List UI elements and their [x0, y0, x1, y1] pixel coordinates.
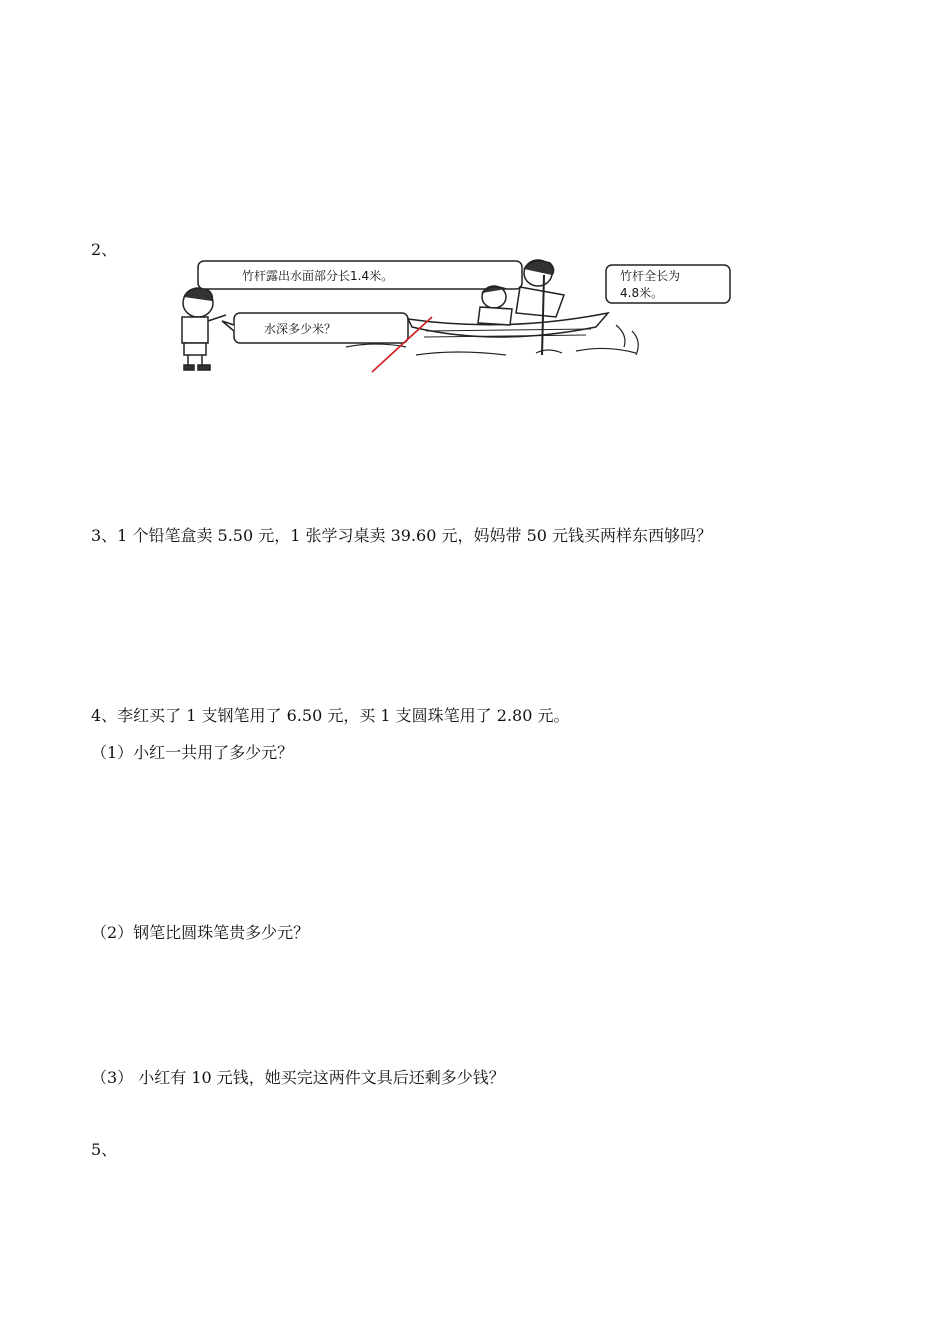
- bubble-right-line2: 4.8米。: [620, 286, 664, 300]
- question-2-number: 2、: [91, 240, 118, 259]
- question-4: 4、李红买了 1 支钢笔用了 6.50 元，买 1 支圆珠笔用了 2.80 元。: [91, 706, 570, 725]
- bubble-bottom-text: 水深多少米？: [264, 322, 337, 336]
- speech-bubble-top: [198, 261, 522, 289]
- boy-figure-left: [182, 288, 226, 370]
- question-5-number: 5、: [91, 1140, 118, 1159]
- speech-bubble-bottom: [222, 313, 408, 343]
- question-4-part-1: （1）小红一共用了多少元？: [91, 743, 294, 762]
- speech-bubble-right: [606, 265, 730, 303]
- boat-illustration: [176, 255, 681, 372]
- question-3: 3、1 个铅笔盒卖 5.50 元，1 张学习桌卖 39.60 元，妈妈带 50 元钱买两样东西够吗？: [91, 526, 713, 545]
- question-4-part-2: （2）钢笔比圆珠笔贵多少元？: [91, 923, 310, 942]
- bamboo-pole: [542, 275, 544, 355]
- bubble-right-line1: 竹杆全长为: [620, 269, 681, 283]
- bubble-top-text: 竹杆露出水面部分长1.4米。: [242, 269, 394, 283]
- question-4-part-3: （3） 小红有 10 元钱，她买完这两件文具后还剩多少钱？: [91, 1068, 505, 1087]
- boat-illustration-svg: [176, 255, 681, 372]
